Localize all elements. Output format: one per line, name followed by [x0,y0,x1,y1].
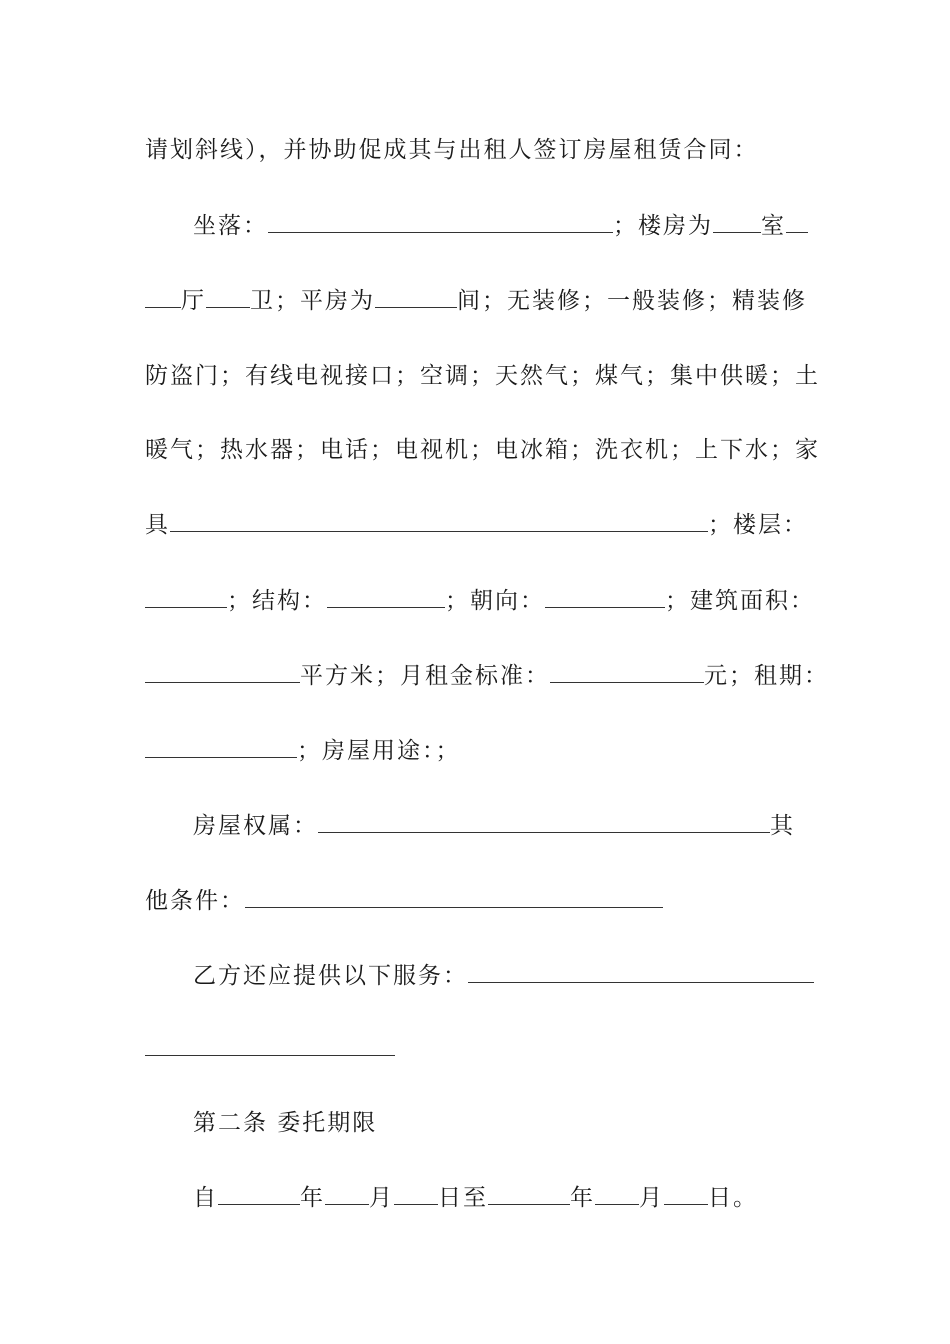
label-furniture: 具 [145,512,170,538]
label-floor: ；楼层： [708,512,808,538]
blank-halls [145,285,181,308]
text-line-5: 暖气；热水器；电话；电视机；电冰箱；洗衣机；上下水；家 [145,437,820,463]
blank-end-month [595,1182,639,1205]
label-term: 元；租期： [704,663,829,689]
label-month-1: 月 [369,1185,394,1211]
label-day-to: 日至 [438,1185,488,1211]
blank-furniture [170,509,708,532]
label-bath: 卫；平房为 [250,288,375,314]
label-from: 自 [193,1185,218,1211]
text-line-1: 请划斜线），并协助促成其与出租人签订房屋租赁合同： [145,137,759,163]
label-other-conditions: 他条件： [145,888,245,914]
label-usage: ；房屋用途：； [297,738,461,764]
label-decoration: 间；无装修；一般装修；精装修 [457,288,807,314]
paragraph-line-11 [145,885,810,917]
blank-rent [550,660,704,683]
blank-start-month [325,1182,369,1205]
blank-area [145,660,300,683]
paragraph-line-1 [145,134,810,166]
label-day-end: 日。 [708,1185,758,1211]
blank-rooms [713,210,761,233]
blank-start-year [218,1182,300,1205]
label-structure: ；结构： [227,588,327,614]
paragraph-line-2 [193,210,810,242]
label-ownership: 房屋权属： [193,813,318,839]
blank-location [268,210,613,233]
paragraph-line-7 [145,585,815,617]
blank-orientation [545,585,665,608]
blank-term [145,735,297,758]
blank-end-day [664,1182,708,1205]
label-area: ；建筑面积： [665,588,815,614]
label-year-1: 年 [300,1185,325,1211]
paragraph-line-3 [145,285,810,317]
label-other-start: 其 [770,813,795,839]
blank-halls-start [786,210,808,233]
label-services: 乙方还应提供以下服务： [193,963,468,989]
blank-services [468,960,814,983]
label-month-2: 月 [639,1185,664,1211]
paragraph-line-5 [145,434,820,466]
blank-services-continued [145,1055,395,1056]
label-location: 坐落： [193,213,268,239]
blank-other-conditions [245,885,663,908]
blank-bungalow-rooms [375,285,457,308]
label-building: ；楼房为 [613,213,713,239]
blank-end-year [488,1182,570,1205]
section-heading [193,1107,810,1139]
paragraph-line-12 [193,960,810,992]
blank-start-day [394,1182,438,1205]
label-rent: 平方米；月租金标准： [300,663,550,689]
paragraph-line-4 [145,360,820,392]
paragraph-line-9 [145,735,810,767]
paragraph-line-10 [193,810,810,842]
label-room: 室 [761,213,786,239]
label-hall: 厅 [181,288,206,314]
paragraph-line-6 [145,509,810,541]
blank-baths [206,285,250,308]
heading-article-two: 第二条 委托期限 [193,1110,378,1136]
text-line-4: 防盗门；有线电视接口；空调；天然气；煤气；集中供暖；土 [145,363,820,389]
blank-structure [327,585,445,608]
paragraph-line-15 [193,1182,810,1214]
paragraph-line-8 [145,660,829,692]
label-year-2: 年 [570,1185,595,1211]
blank-floor [145,585,227,608]
label-orientation: ；朝向： [445,588,545,614]
blank-ownership [318,810,770,833]
